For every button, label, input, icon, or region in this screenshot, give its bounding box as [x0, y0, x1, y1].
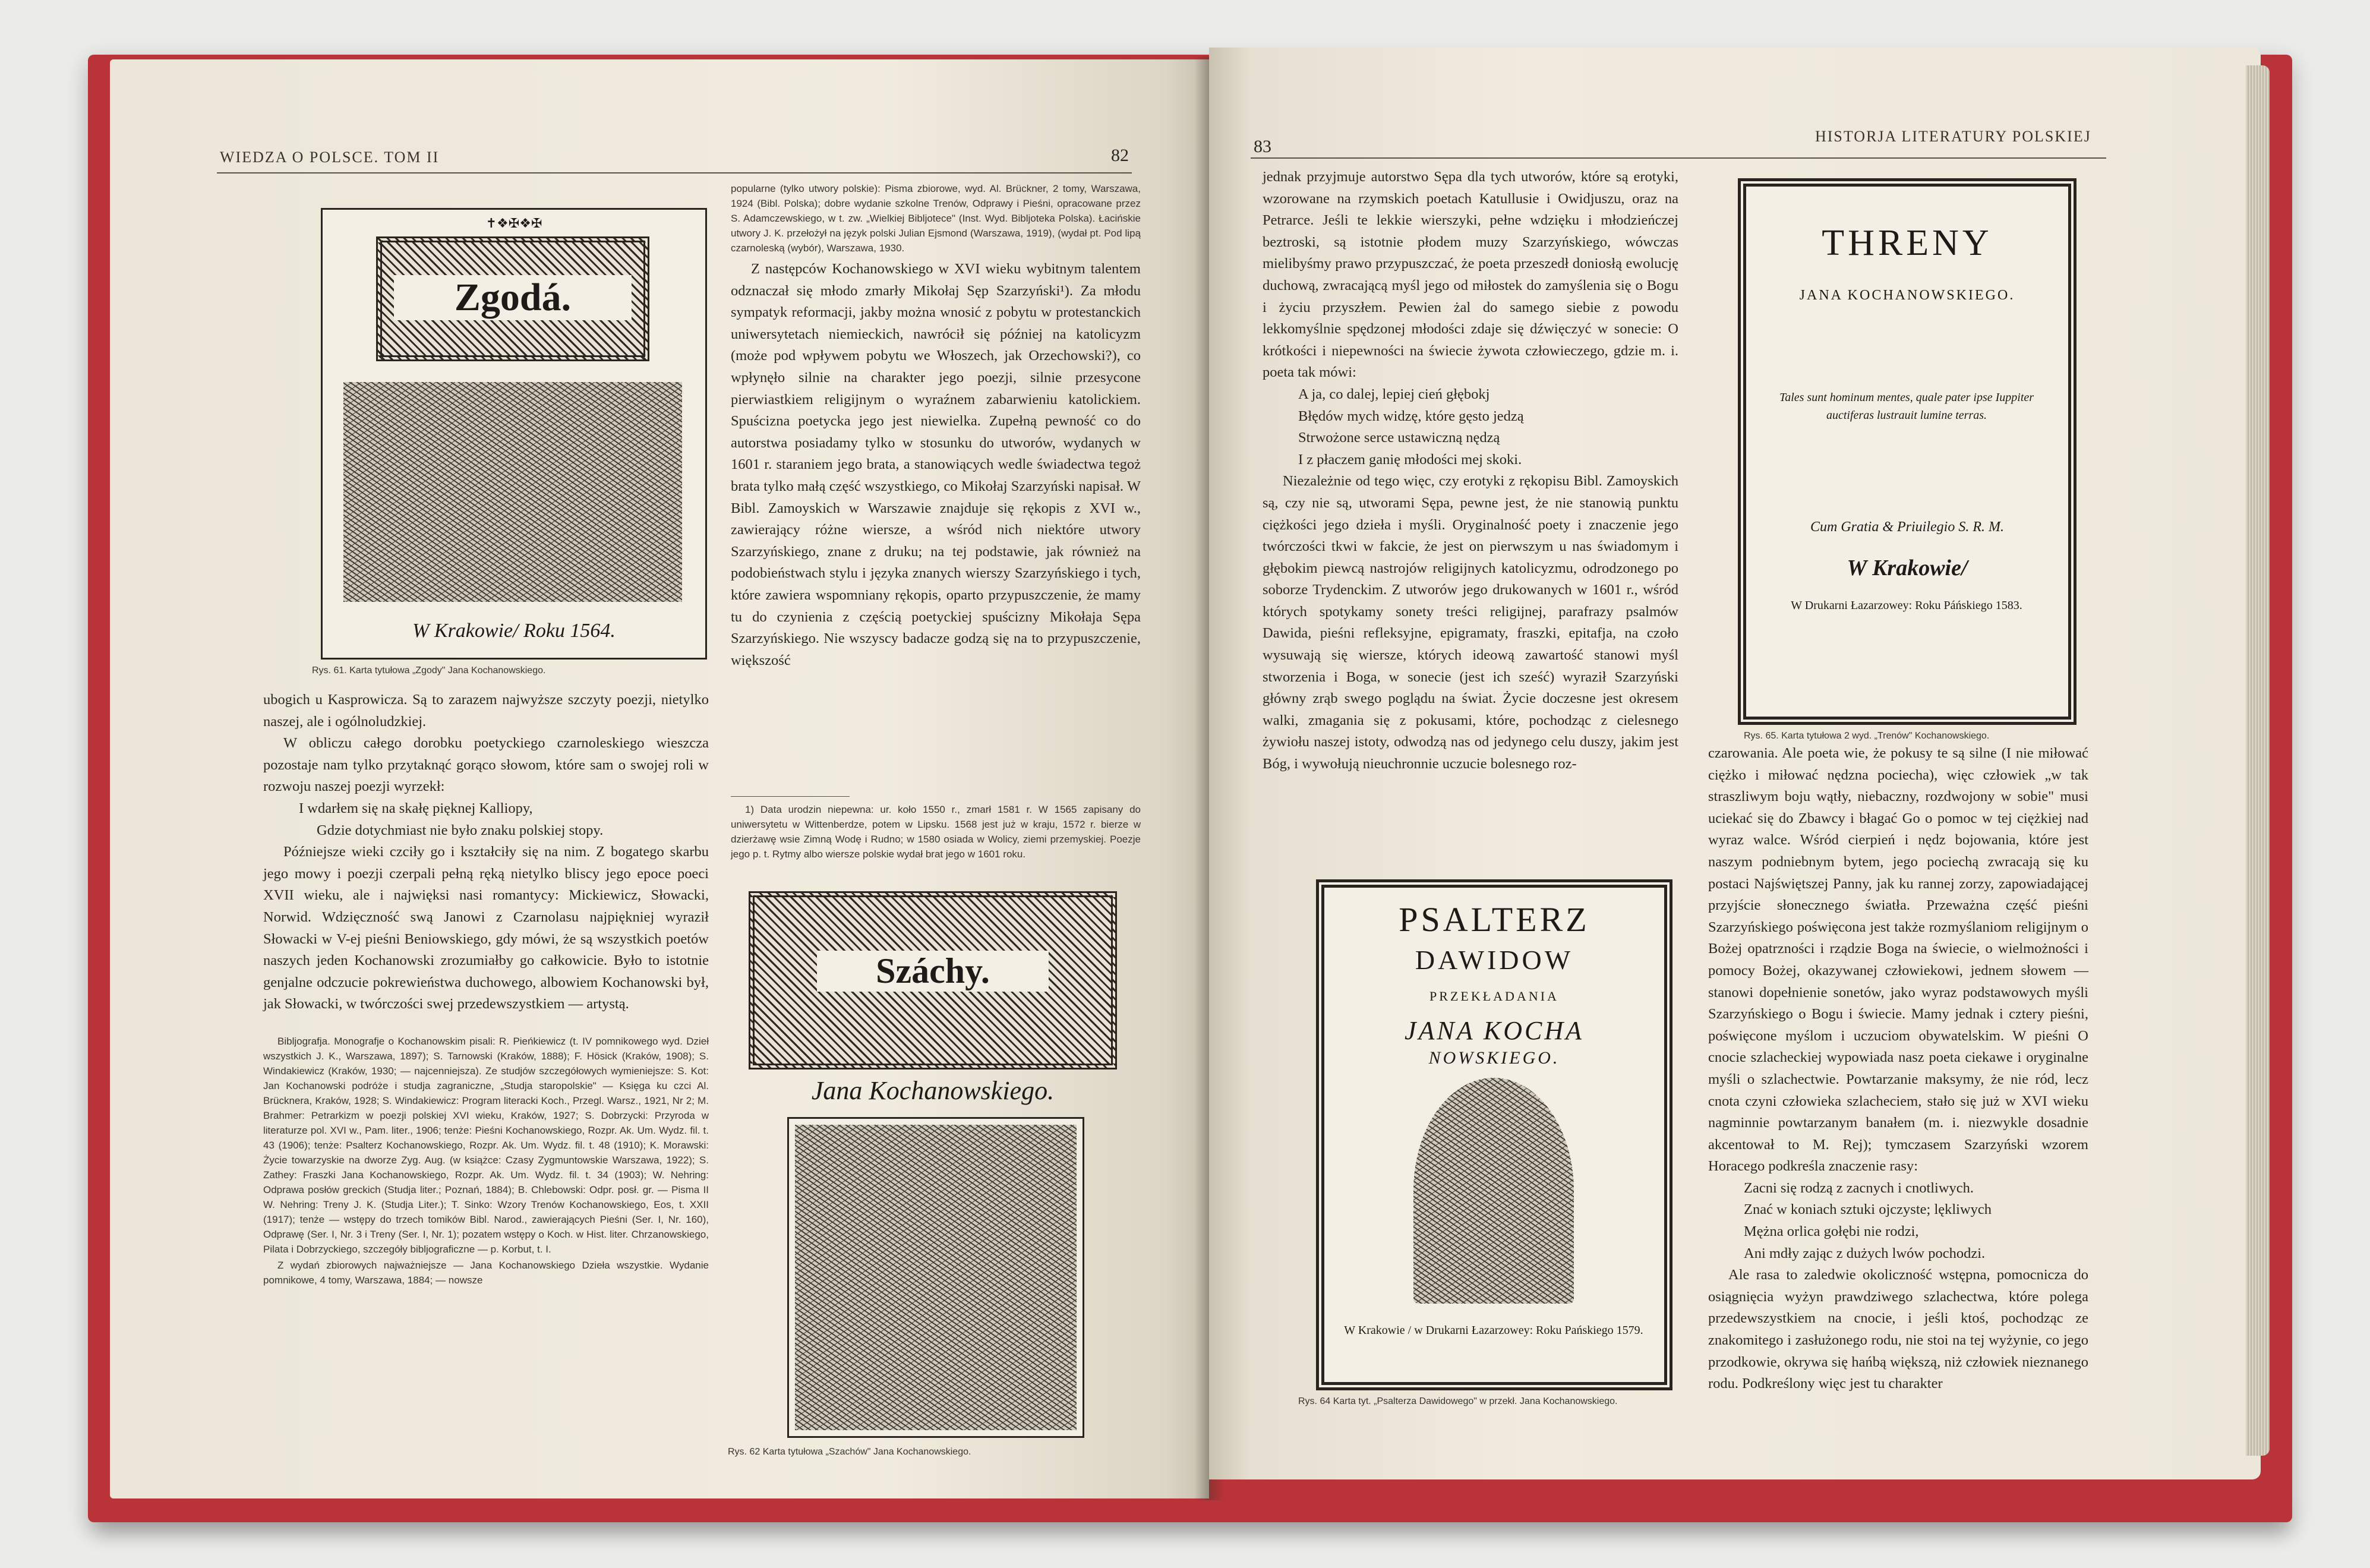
bibliography-block	[263, 1034, 709, 1289]
footnote-text: 1) Data urodzin niepewna: ur. koło 1550 r., zmarł 1581 r. W 1565 zapisany do uniwersytetu w Wittenberdze, potem w Lipsku. 1568 jest już w kraju, 1572 r. bierze w dzierżawę wsie Zimną Wodę i Rudno; w 1580 osiada w Wolicy, ziemi przemyskiej. Poezje jego p. t. Rytmy albo wiersze polskie wydał brat jego w 1601 roku.	[731, 804, 1141, 860]
fig62-caption: Rys. 62 Karta tytułowa „Szachów" Jana Kochanowskiego.	[728, 1447, 971, 1457]
left-header-rule	[217, 172, 1132, 173]
fig62-chess-woodcut	[787, 1117, 1084, 1438]
right-page-column-2	[1708, 743, 2088, 1395]
figure-61-zgoda-title-page	[321, 208, 707, 660]
paragraph: ubogich u Kasprowicza. Są to zarazem najwyższe szczyty poezji, nietylko naszej, ale i ogólnoludzkiej.	[263, 692, 709, 730]
paragraph: Niezależnie od tego więc, czy erotyki z rękopisu Bibl. Zamoyskich są, czy nie są, utworami Sępa, pewne jest, że nie stanowią punktu ciężkości jego dzieła i myśli. Oryginalność poety i znaczenie jego twórczości tkwi w fakcie, że jest on pierwszym u nas świadomym i głębokim piewcą nastrojów religijnych katolicyzmu, odrodzonego po soborze Trydenckim. Z utworów jego drukowanych w 1601 r., wśród których spotykamy sonety treści religijnej, parafrazy psalmów Dawida, pieśni refleksyjne, epigramaty, fraszki, epitafja, na czoło wysuwają się wiersze, których ideową zawartość stanowi myśl stworzenia i Boga, w sonecie (jest ich sześć) wyraził Szarzyński główny zrąb swego poglądu na świat. Życie doczesne jest okresem walki, zmagania się z pokusami, które, pochodząc z cielesnego żywiołu naszej istoty, odwodzą nas od jedynego celu duszy, jakim jest Bóg, i wywołują nieuchronnie uczucie bolesnego roz-	[1263, 473, 1678, 772]
right-page	[1209, 48, 2261, 1479]
fig62-title: Száchy.	[817, 951, 1049, 992]
left-page	[110, 59, 1209, 1498]
verse-line: Gdzie dotychmiast nie było znaku polskiej stopy.	[317, 822, 604, 838]
paragraph: Ale rasa to zaledwie okoliczność wstępna, pomocnicza do osiągnięcia wyżyn prawdziwego szlachectwa, które polega przedewszystkiem na cnocie, i jeśli ktoś, pochodząc ze znakomitego i zasłużonego rodu, nie stoi na tej wyżynie, co jego przodkowie, okrywa się hańbą większą, niż człowiek nieznanego rodu. Podkreślony więc jest tu charakter	[1708, 1267, 2088, 1392]
verse-line: Zacni się rodzą z zacnych i cnotliwych.	[1744, 1179, 1974, 1196]
fig65-place: W Krakowie/	[1847, 556, 1968, 580]
right-page-number: 83	[1254, 137, 1271, 156]
paragraph: W obliczu całego dorobku poetyckiego czarnoleskiego wieszcza pozostaje nam tylko przytaknąć gorąco słowom, które sam o swojej roli w rozwoju naszej poezji wyrzekł:	[263, 735, 709, 795]
fig64-author-line-1: JANA KOCHA	[1405, 1016, 1584, 1045]
fig61-caption: Rys. 61. Karta tytułowa „Zgody" Jana Kochanowskiego.	[312, 665, 546, 676]
paragraph: Z następców Kochanowskiego w XVI wieku wybitnym talentem odznaczał się młodo zmarły Mikołaj Sęp Szarzyński¹). Za młodu sympatyk reformacji, jakby można wnosić z pobytu w protestanckich uniwersytetach niemieckich, nawrócił się później na katolicyzm (może pod wpływem pobytu we Włoszech, jak Orzechowski?), co wpłynęło silnie na charakter jego poezji, silnie przesycone pierwiastkiem religijnym o wyraźnem zabarwieniu katolickiem. Spuścizna poetycka jego jest niewielka. Zupełną pewność co do autorstwa posiadamy tylko w stosunku do utworów, wydanych w 1601 r. staraniem jego brata, a stanowiących wedle świadectwa tegoż brata tylko małą część wszystkiego, co Mikołaj Szarzyński napisał. W Bibl. Zamoyskich w Warszawie znajduje się rękopis z XVI w., zawierający różne wiersze, a wśród nich niektóre utwory Szarzyńskiego, znane z druku; na tej podstawie, jak również na podobieństwach stylu i języka znanych wierszy Szarzyńskiego i tych, które zawiera wspomniany rękopis, oparto przypuszczenie, że mamy tu do czynienia z częścią poetyckiej spuścizny Mikołaja Sępa Szarzyńskiego. Nie wszyscy badacze godzą się na to przypuszczenie, większość	[731, 261, 1141, 668]
right-header-rule	[1251, 157, 2106, 159]
fig61-top-ornament: ✝❖✠❖✠	[485, 216, 542, 231]
fig65-threny-title-page	[1738, 178, 2076, 725]
verse-line: I wdarłem się na skałę pięknej Kalliopy,	[299, 800, 533, 816]
footnote-rule	[731, 796, 850, 797]
fig64-title-line-1: PSALTERZ	[1399, 900, 1590, 939]
fig65-caption: Rys. 65. Karta tytułowa 2 wyd. „Trenów" Kochanowskiego.	[1744, 731, 1990, 741]
fig64-subtitle: PRZEKŁADANIA	[1429, 989, 1559, 1004]
fig64-psalterz-title-page	[1316, 879, 1672, 1390]
left-column-body	[263, 689, 709, 1015]
verse-line: Mężna orlica gołębi nie rodzi,	[1744, 1223, 1919, 1240]
editions-text: Z wydań zbiorowych najważniejsze — Jana Kochanowskiego Dzieła wszystkie. Wydanie pomnikowe, 4 tomy, Warszawa, 1884; — nowsze	[263, 1260, 709, 1286]
verse-line: Strwożone serce ustawiczną nędzą	[1298, 430, 1500, 446]
editions-continuation	[731, 181, 1141, 257]
right-page-column-1	[1263, 166, 1678, 775]
paragraph: Późniejsze wieki czciły go i kształciły się na nim. Z bogatego skarbu jego mowy i poezji czerpali pełną ręką nietylko bliscy jego epoce poeci XVII wieku, ale i najwięksi nasi romantycy: Mickiewicz, Słowacki, Norwid. Wdzięczność swą Janowi z Czarnolasu najpiękniej wyraził Słowacki w V-ej pieśni Beniowskiego, gdy mówi, że są wszystkich poetów naszych jeden Kochanowski zrozumiałby go całkowicie. Było to istotnie genjalne odczucie pokrewieństwa duchowego, albowiem Kochanowski był, jak Słowacki, w twórczości swej przedewszystkiem — artystą.	[263, 844, 709, 1012]
left-page-number: 82	[1111, 146, 1129, 165]
footnote	[731, 802, 1141, 863]
fig64-caption: Rys. 64 Karta tyt. „Psalterza Dawidowego" w przekł. Jana Kochanowskiego.	[1298, 1396, 1618, 1406]
verse-line: Błędów mych widzę, które gęsto jedzą	[1298, 408, 1524, 424]
fig65-motto: Tales sunt hominum mentes, quale pater ipse Iuppiter auctiferas lustrauit lumine terras.	[1779, 391, 2034, 422]
right-running-head: HISTORJA LITERATURY POLSKIEJ	[1815, 128, 2091, 145]
fig61-title: Zgodá.	[394, 275, 632, 320]
fig62-subtitle: Jana Kochanowskiego.	[811, 1076, 1055, 1105]
fig65-privilege: Cum Gratia & Priuilegio S. R. M.	[1810, 519, 2004, 535]
bibliography-text: Bibljografja. Monografje o Kochanowskim pisali: R. Pieńkiewicz (t. IV pomnikowego wyd. Dzieł wszystkich J. K., Warszawa, 1897); S. Tarnowski (Kraków, 1888); F. Hösick (Kraków, 1908); S. Windakiewicz (Kraków, 1930; — najcenniejsza). Ze studjów szczegółowych wymieniejsze: S. Kot: Jan Kochanowski podróże i studja zagraniczne, „Studja staropolskie" — Księga ku czci Al. Brücknera, Kraków, 1928; S. Windakiewicz: Program literacki Koch., Przegl. Warsz., 1921, Nr 2; M. Brahmer: Petrarkizm w poezji polskiej XVI wieku, Kraków, 1927; S. Dobrzycki: Przyroda w literaturze pol. XVI w., Pam. liter., 1906; tenże: Pieśni Kochanowskiego, Rozpr. Ak. Um. Wydz. fil. t. 43 (1906); tenże: Psalterz Kochanowskiego, Rozpr. Ak. Um. Wydz. fil. t. 48 (1910); K. Morawski: Życie towarzyskie na dworze Zyg. Aug. (w książce: Czasy Zygmuntowskie Warszawa, 1922); S. Zathey: Fraszki Jana Kochanowskiego, Rozpr. Ak. Um. Wydz. fil. t. 34 (1903); W. Nehring: Odprawa posłów greckich (Studja liter.; Poznań, 1884); B. Chlebowski: Odpr. posł. gr. — Pisma II W. Nehring: Treny J. K. (Studja Liter.); T. Sinko: Wzory Trenów Kochanowskiego, Eos, t. XXII (1917); tenże — wstępy do trzech tomików Bibl. Narod., zawierających Pieśni (Ser. I, Nr. 160), Odprawę (Ser. I, Nr. 3 i Treny (Ser. I, Nr. 1); pozatem wstępy o Koch. w Hist. liter. Chrzanowskiego, Pilata i Dobrzyckiego, szczegóły bibljograficzne — p. Korbut, t. I.	[263, 1036, 709, 1255]
paragraph: czarowania. Ale poeta wie, że pokusy te są silne (I nie miłować ciężko i miłować nędzna pociecha), więc człowiek „w tak straszliwym boju wątły, niebaczny, rozdwojony w sobie" musi uciekać się do Zbawcy i błagać Go o pomoc w tej ciężkiej nad wyraz walce. Wśród cierpień i nędz bojowania, które jest naszym podniebnym bytem, jego pociechą zwracają się ku postaci Najświętszej Panny, jak ku rannej zorzy, zapowiadającej przyjście słonecznego światła. Przeważna część pieśni Szarzyńskiego poświęcona jest także rozmyślaniom religijnym o Bożej opatrzności i rządzie Boga na świecie, o wielmożności i pomocy Bożej, okazywanej człowiekowi, jednem słowem — stanowi dopełnienie sonetów, jako wyraz podstawowych myśli Szarzyńskiego o Bogu i świecie. Mamy jednak i cztery pieśni, poświęcone myślom i uczuciom obywatelskim. W pieśni O cnocie szlacheckiej wypowiada nasz poeta ciekawe i oryginalne myśli o szlachectwie. Powtarzanie maksymy, że nie ród, lecz cnota czyni człowieka szlacheciem, stało się już w XVI wieku nagminnie powtarzanym banałem (m. i. niezwykle dosadnie akcentował to M. Rej); tymczasem Szarzyński wzorem Horacego podkreśla znaczenie rasy:	[1708, 745, 2088, 1175]
paragraph: jednak przyjmuje autorstwo Sępa dla tych utworów, które są erotyki, wzorowane na rzymskich poetach Katullusie i Owidjuszu, oraz na Petrarce. Jeśli te lekkie wierszyki, pełne wdzięku i młodzieńczej beztroski, są istotnie płodem muzy Szarzyńskiego, wówczas mielibyśmy prawo przypuszczać, że poeta przeszedł doniosłą ewolucję duchową, zwracającą myśl jego od miłostek do zamyślenia się o Bogu i życiu przyszłem. Pewien żal do samego siebie z powodu lekkomyślnie spędzonej młodości zdaje się dźwięczyć w sonecie: O krótkości i niepewności na świecie żywota człowieczego, gdzie m. i. poeta tak mówi:	[1263, 169, 1678, 381]
fig65-printer: W Drukarni Łazarzowey: Roku Páńskiego 1583.	[1791, 599, 2022, 612]
fig65-author: JANA KOCHANOWSKIEGO.	[1799, 288, 2015, 303]
fig64-imprint: W Krakowie / w Drukarni Łazarzowey: Roku Pańskiego 1579.	[1344, 1324, 1643, 1337]
left-running-head: WIEDZA O POLSCE. TOM II	[220, 149, 440, 166]
editions-continued-text: popularne (tylko utwory polskie): Pisma zbiorowe, wyd. Al. Brückner, 2 tomy, Warszawa, 1924 (Bibl. Polska); dobre wydanie szkolne Trenów, Odprawy i Pieśni, opracowane przez S. Adamczewskiego, w t. zw. „Wielkiej Bibljotece" (Inst. Wyd. Bibljoteka Polska). Łacińskie utwory J. K. przełożył na język polski Julian Ejsmond (Warszawa, 1919), (wydał pt. Pod lipą czarnoleską (wybór), Warszawa, 1930.	[731, 183, 1141, 254]
verse-line: A ja, co dalej, lepiej cień głębokj	[1298, 386, 1490, 402]
fig62-woodcut-illustration	[795, 1125, 1077, 1430]
verse-line: Ani mdły zając z dużych lwów pochodzi.	[1744, 1245, 1986, 1261]
fig64-woodcut-illustration	[1413, 1078, 1574, 1304]
verse-line: I z płaczem ganię młodości mej skoki.	[1298, 451, 1522, 468]
fig64-author-line-2: NOWSKIEGO.	[1428, 1048, 1560, 1068]
fig64-title-line-2: DAWIDOW	[1415, 945, 1574, 975]
left-page-right-column-body	[731, 258, 1141, 671]
fig65-title: THRENY	[1822, 223, 1993, 263]
page-edges	[2246, 65, 2270, 1456]
fig61-woodcut-illustration	[343, 382, 682, 602]
verse-line: Znać w koniach sztuki ojczyste; lękliwych	[1744, 1201, 1992, 1218]
fig61-imprint: W Krakowie/ Roku 1564.	[412, 620, 616, 642]
